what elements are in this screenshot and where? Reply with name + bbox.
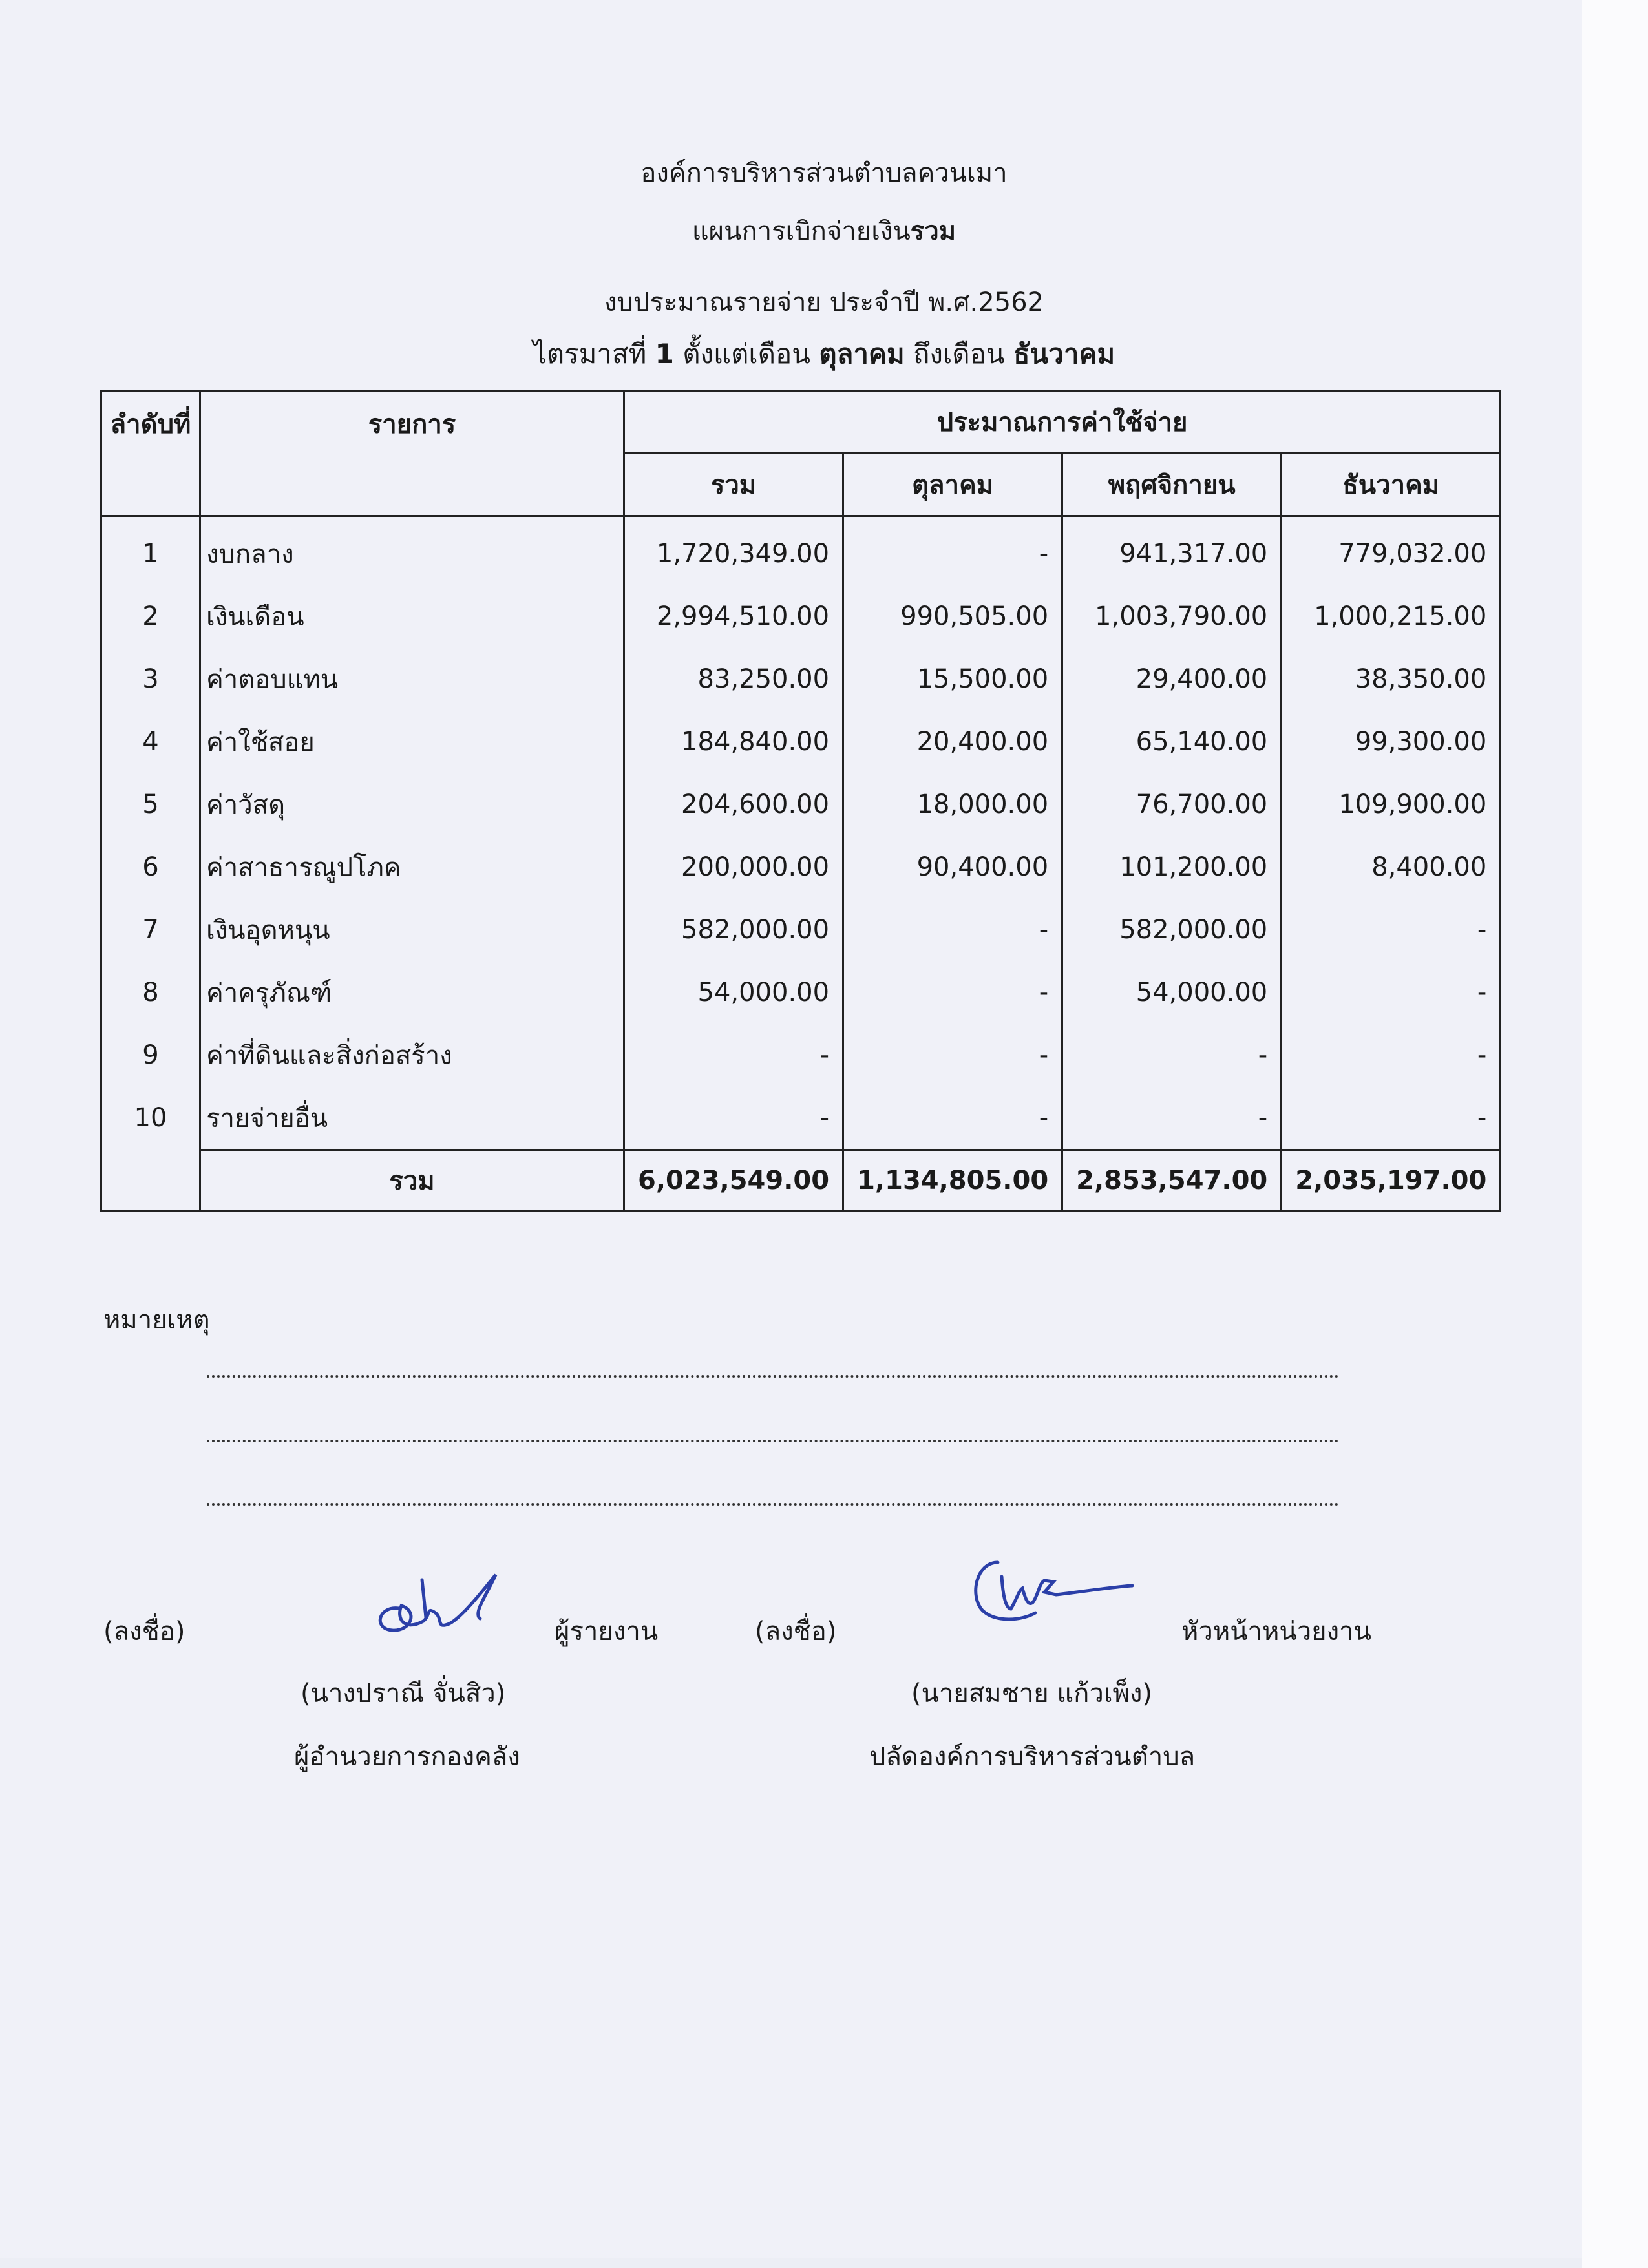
row-total: 582,000.00 [624,898,843,961]
col-no-header: ลำดับที่ [101,391,200,516]
head-name: (นายสมชาย แก้วเพ็ง) [911,1679,1153,1708]
row-total: 200,000.00 [624,835,843,898]
table-row [101,898,1501,961]
table-row [101,516,1501,585]
row-dec: 8,400.00 [1282,835,1501,898]
note-line-3 [207,1503,1339,1506]
row-item: ค่าตอบแทน [200,647,624,710]
row-item: ค่าสาธารณูปโภค [200,835,624,898]
reporter-name: (นางปราณี จั่นสิว) [301,1679,506,1708]
row-oct: 15,500.00 [843,647,1062,710]
reporter-title: ผู้อำนวยการกองคลัง [294,1742,520,1772]
row-total: 184,840.00 [624,710,843,773]
col-nov-header: พฤศจิกายน [1062,454,1282,516]
row-oct: 20,400.00 [843,710,1062,773]
row-item: ค่าวัสดุ [200,773,624,835]
total-dec: 2,035,197.00 [1282,1150,1501,1212]
row-item: ค่าที่ดินและสิ่งก่อสร้าง [200,1024,624,1086]
row-oct: 90,400.00 [843,835,1062,898]
col-total-header: รวม [624,454,843,516]
table-row [101,1086,1501,1150]
row-nov: 582,000.00 [1062,898,1282,961]
row-oct: 990,505.00 [843,585,1062,647]
row-number: 10 [101,1086,200,1150]
head-title: ปลัดองค์การบริหารส่วนตำบล [869,1742,1196,1772]
row-total: - [624,1086,843,1150]
row-nov: - [1062,1086,1282,1150]
table-row [101,773,1501,835]
total-label: รวม [200,1150,624,1212]
total-no-cell [101,1150,200,1212]
row-total: 2,994,510.00 [624,585,843,647]
row-item: งบกลาง [200,516,624,585]
row-dec: - [1282,961,1501,1024]
row-total: 83,250.00 [624,647,843,710]
row-dec: - [1282,898,1501,961]
row-item: รายจ่ายอื่น [200,1086,624,1150]
row-number: 2 [101,585,200,647]
row-oct: - [843,1024,1062,1086]
row-dec: 109,900.00 [1282,773,1501,835]
row-number: 9 [101,1024,200,1086]
row-item: ค่าครุภัณฑ์ [200,961,624,1024]
note-line-2 [207,1440,1339,1442]
table-row [101,647,1501,710]
quarter-line: ไตรมาสที่ 1 ตั้งแต่เดือน ตุลาคม ถึงเดือน ธันวาคม [533,338,1115,370]
row-dec: 779,032.00 [1282,516,1501,585]
table-row [101,1024,1501,1086]
row-oct: - [843,1086,1062,1150]
table-row [101,710,1501,773]
row-dec: 99,300.00 [1282,710,1501,773]
notes-title: หมายเหตุ [103,1305,210,1335]
note-line-1 [207,1375,1339,1378]
row-item: เงินเดือน [200,585,624,647]
row-number: 4 [101,710,200,773]
row-number: 5 [101,773,200,835]
row-total: 204,600.00 [624,773,843,835]
row-oct: 18,000.00 [843,773,1062,835]
row-nov: 54,000.00 [1062,961,1282,1024]
row-number: 6 [101,835,200,898]
row-dec: 1,000,215.00 [1282,585,1501,647]
total-nov: 2,853,547.00 [1062,1150,1282,1212]
head-sign-label: (ลงชื่อ) [755,1617,837,1646]
row-nov: 1,003,790.00 [1062,585,1282,647]
row-item: ค่าใช้สอย [200,710,624,773]
row-item: เงินอุดหนุน [200,898,624,961]
row-number: 8 [101,961,200,1024]
row-total: - [624,1024,843,1086]
row-number: 1 [101,516,200,585]
table-row [101,961,1501,1024]
row-nov: 29,400.00 [1062,647,1282,710]
col-dec-header: ธันวาคม [1282,454,1501,516]
total-oct: 1,134,805.00 [843,1150,1062,1212]
row-oct: - [843,898,1062,961]
org-name: องค์การบริหารส่วนตำบลควนเมา [640,158,1008,188]
row-oct: - [843,516,1062,585]
row-nov: 941,317.00 [1062,516,1282,585]
head-role: หัวหน้าหน่วยงาน [1181,1617,1371,1646]
row-nov: - [1062,1024,1282,1086]
table-row [101,585,1501,647]
budget-table [100,390,1501,1212]
total-sum: 6,023,549.00 [624,1150,843,1212]
row-total: 54,000.00 [624,961,843,1024]
row-nov: 76,700.00 [1062,773,1282,835]
head-signature [963,1551,1144,1635]
row-oct: - [843,961,1062,1024]
budget-year: งบประมาณรายจ่าย ประจำปี พ.ศ.2562 [604,288,1044,317]
col-estimate-header: ประมาณการค่าใช้จ่าย [624,391,1501,454]
reporter-sign-label: (ลงชื่อ) [103,1617,185,1646]
row-dec: - [1282,1086,1501,1150]
row-number: 7 [101,898,200,961]
reporter-signature [359,1541,507,1644]
row-nov: 101,200.00 [1062,835,1282,898]
table-row [101,835,1501,898]
plan-title: แผนการเบิกจ่ายเงินรวม [692,216,956,246]
row-total: 1,720,349.00 [624,516,843,585]
reporter-role: ผู้รายงาน [555,1617,659,1646]
row-number: 3 [101,647,200,710]
row-dec: - [1282,1024,1501,1086]
col-item-header: รายการ [200,391,624,516]
row-dec: 38,350.00 [1282,647,1501,710]
row-nov: 65,140.00 [1062,710,1282,773]
col-oct-header: ตุลาคม [843,454,1062,516]
